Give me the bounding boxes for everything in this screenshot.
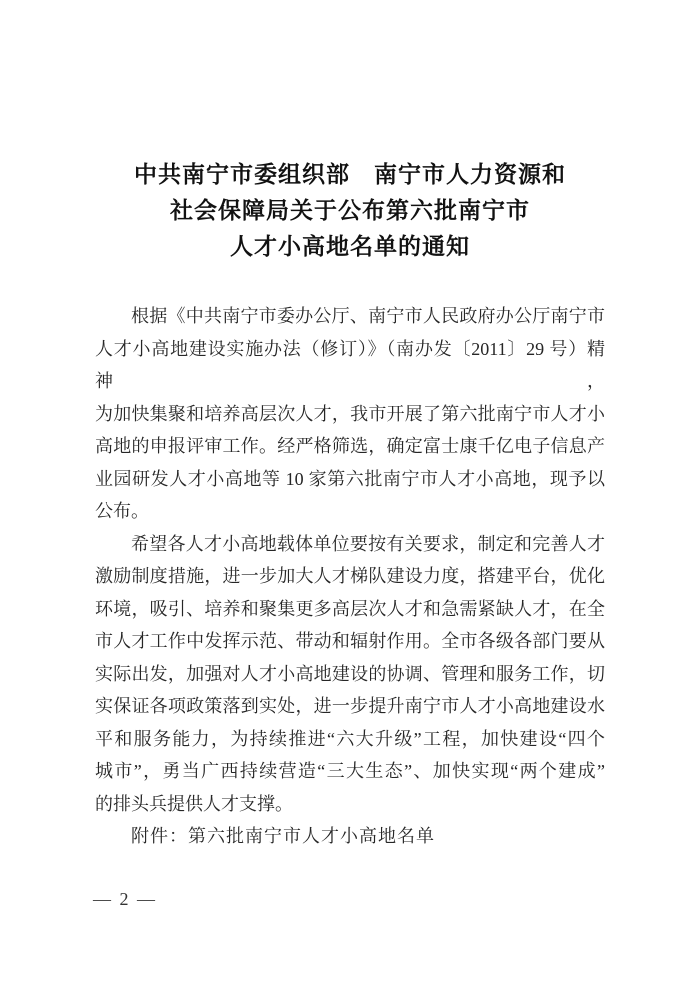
document-body (95, 300, 605, 820)
attachment-line: 附件：第六批南宁市人才小高地名单 (131, 826, 435, 846)
body-text-line: 业园研发人才小高地等 10 家第六批南宁市人才小高地，现予以 (95, 468, 605, 489)
body-text-line: 的排头兵提供人才支撑。 (95, 793, 293, 814)
body-text-line: 平和服务能力，为持续推进“六大升级”工程，加快建设“四个 (95, 728, 605, 749)
page-number: — 2 — (93, 889, 157, 909)
document-title-line-3: 人才小高地名单的通知 (230, 233, 470, 259)
body-text-line: 公布。 (95, 501, 149, 521)
body-text-line: 为加快集聚和培养高层次人才，我市开展了第六批南宁市人才小 (95, 403, 605, 424)
body-text-line: 人才小高地建设实施办法（修订）》（南办发〔2011〕29 号）精神， (95, 338, 605, 391)
document-title-line-1: 中共南宁市委组织部 南宁市人力资源和 (134, 161, 566, 187)
body-text-line: 市人才工作中发挥示范、带动和辐射作用。全市各级各部门要从 (95, 631, 605, 651)
document-title-line-2: 社会保障局关于公布第六批南宁市 (170, 197, 530, 223)
body-text-line: 激励制度措施，进一步加大人才梯队建设力度，搭建平台，优化 (95, 566, 605, 586)
body-text-line: 城市”，勇当广西持续营造“三大生态”、加快实现“两个建成” (95, 761, 605, 781)
body-text-line: 实际出发，加强对人才小高地建设的协调、管理和服务工作，切 (95, 663, 605, 684)
body-text-line: 希望各人才小高地载体单位要按有关要求，制定和完善人才 (131, 533, 605, 554)
body-text-line: 环境，吸引、培养和聚集更多高层次人才和急需紧缺人才，在全 (95, 598, 605, 619)
body-text-line: 高地的申报评审工作。经严格筛选，确定富士康千亿电子信息产 (95, 436, 605, 456)
document-title (0, 156, 700, 264)
body-text-line: 实保证各项政策落到实处，进一步提升南宁市人才小高地建设水 (95, 696, 605, 716)
body-text-line: 根据《中共南宁市委办公厅、南宁市人民政府办公厅南宁市 (131, 306, 605, 326)
